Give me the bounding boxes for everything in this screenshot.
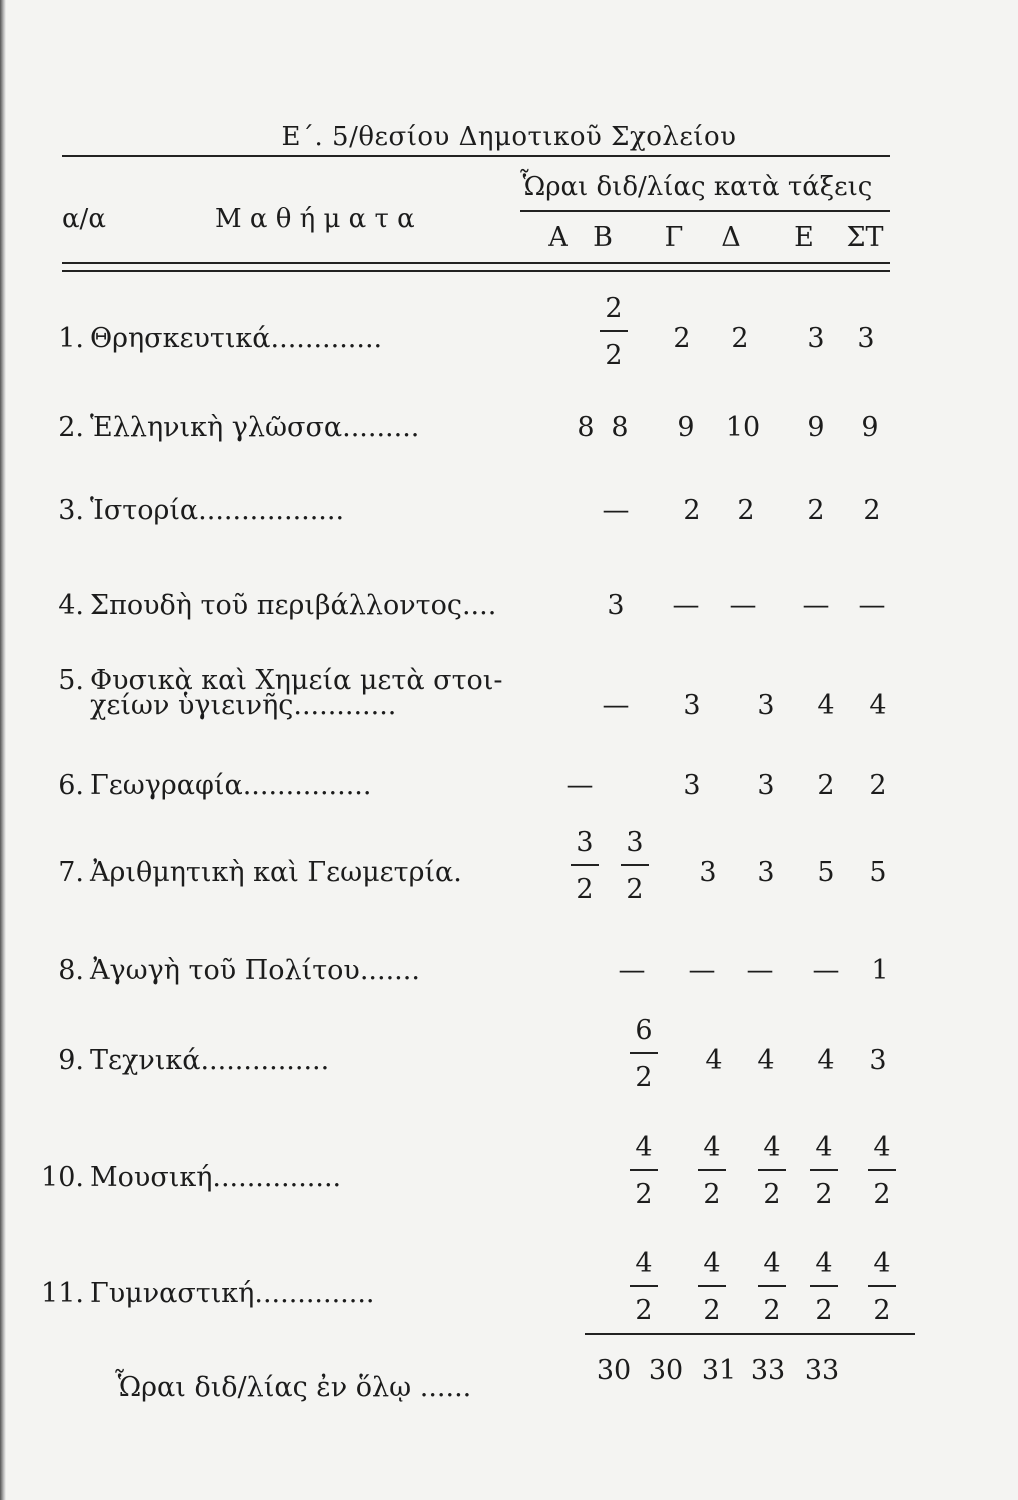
- denominator: 2: [873, 1178, 891, 1210]
- hours-cell: 2: [731, 323, 749, 354]
- leader-dots: .......: [359, 955, 420, 986]
- hours-cell: 2: [807, 495, 825, 526]
- numerator: 6: [635, 1015, 653, 1046]
- denominator: 2: [815, 1294, 833, 1326]
- row-label-2: [38, 412, 419, 443]
- numerator: 4: [703, 1132, 721, 1163]
- fraction-cell: [626, 1017, 662, 1091]
- header-bottom-rule: [62, 262, 890, 264]
- fraction-cell: [864, 1250, 900, 1324]
- row-label-8: [38, 955, 420, 986]
- row-label-10: [38, 1162, 341, 1193]
- fraction-cell: [754, 1250, 790, 1324]
- hours-cell: 3: [857, 323, 875, 354]
- hours-column-header: Ὧραι διδ/λίας κατὰ τάξεις: [520, 172, 873, 202]
- row-label-5-continued: [90, 690, 396, 721]
- fraction-bar: [868, 1285, 896, 1287]
- fraction-bar: [758, 1169, 786, 1171]
- fraction-bar: [621, 864, 649, 866]
- denominator: 2: [626, 873, 644, 905]
- numerator: 4: [873, 1132, 891, 1163]
- fraction-bar: [630, 1052, 658, 1054]
- row-number: 10.: [41, 1162, 84, 1193]
- grade-e-header: Ε: [794, 222, 814, 253]
- row-label-9: [38, 1045, 329, 1076]
- row-label-4: [38, 590, 496, 621]
- subjects-column-header: Μ α θ ή μ α τ α: [215, 204, 415, 234]
- fraction-bar: [571, 864, 599, 866]
- total-hours-cell: 31: [701, 1355, 737, 1386]
- fraction-cell: [626, 1250, 662, 1324]
- row-label-1: [38, 323, 382, 354]
- row-number: 11.: [41, 1278, 84, 1309]
- hours-cell: —: [566, 770, 594, 801]
- numerator: 4: [635, 1248, 653, 1279]
- hours-cell: —: [802, 590, 830, 621]
- hours-cell: 3: [757, 690, 775, 721]
- totals-label: [115, 1372, 471, 1403]
- totals-leader-dots: ......: [419, 1372, 472, 1403]
- fraction-cell: [806, 1134, 842, 1208]
- subject-name: Ἀγωγὴ τοῦ Πολίτου: [90, 955, 360, 986]
- leader-dots: ....: [461, 590, 497, 621]
- hours-cell: —: [688, 955, 716, 986]
- total-hours-cell: 33: [750, 1355, 786, 1386]
- hours-cell: —: [858, 590, 886, 621]
- totals-rule: [585, 1333, 915, 1335]
- grade-c-header: Γ: [664, 222, 684, 253]
- hours-cell: 4: [705, 1045, 723, 1076]
- row-number: 3.: [58, 495, 84, 526]
- hours-cell: 9: [677, 412, 695, 443]
- subject-name: Φυσικὰ καὶ Χημεία μετὰ στοι-: [90, 665, 503, 696]
- numerator: 4: [635, 1132, 653, 1163]
- fraction-cell: [626, 1134, 662, 1208]
- denominator: 2: [873, 1294, 891, 1326]
- fraction-cell: [567, 829, 603, 903]
- subject-name-continued: χείων ὑγιεινῆς: [90, 690, 294, 721]
- hours-cell: —: [746, 955, 774, 986]
- fraction-cell: [617, 829, 653, 903]
- grade-st-header: ΣΤ: [846, 222, 884, 253]
- hours-cell: —: [602, 495, 630, 526]
- row-number: 5.: [58, 665, 84, 696]
- hours-cell: 4: [869, 690, 887, 721]
- top-rule: [62, 155, 890, 157]
- hours-cell: 10: [725, 412, 761, 443]
- hours-cell: 2: [863, 495, 881, 526]
- hours-cell: 3: [683, 770, 701, 801]
- row-number: 7.: [58, 857, 84, 888]
- row-number: 8.: [58, 955, 84, 986]
- leader-dots: ...............: [242, 770, 372, 801]
- fraction-bar: [758, 1285, 786, 1287]
- page-title: Ε΄. 5/θεσίου Δημοτικοῦ Σχολείου: [281, 122, 737, 152]
- hours-subheader-rule: [520, 210, 890, 212]
- fraction-bar: [698, 1169, 726, 1171]
- hours-cell: 2: [869, 770, 887, 801]
- hours-cell: 3: [869, 1045, 887, 1076]
- leader-dots: ..............: [254, 1278, 375, 1309]
- hours-cell: 5: [869, 857, 887, 888]
- row-label-3: [38, 495, 344, 526]
- denominator: 2: [763, 1294, 781, 1326]
- row-number: 4.: [58, 590, 84, 621]
- fraction-bar: [868, 1169, 896, 1171]
- fraction-cell: [596, 295, 632, 369]
- leader-dots: ...............: [212, 1162, 342, 1193]
- leader-dots: .........: [342, 412, 420, 443]
- index-column-header: α/α: [62, 204, 106, 234]
- numerator: 4: [703, 1248, 721, 1279]
- leader-dots: .............: [270, 323, 383, 354]
- subject-name: Ἀριθμητικὴ καὶ Γεωμετρία: [90, 857, 454, 888]
- totals-label-text: Ὧραι διδ/λίας ἐν ὅλῳ: [115, 1372, 412, 1403]
- leader-dots: .: [453, 857, 462, 888]
- hours-cell: 4: [817, 1045, 835, 1076]
- hours-cell: —: [618, 955, 646, 986]
- hours-cell: 4: [817, 690, 835, 721]
- numerator: 3: [576, 827, 594, 858]
- grade-b-header: Β: [593, 222, 613, 253]
- denominator: 2: [635, 1294, 653, 1326]
- hours-cell: 4: [757, 1045, 775, 1076]
- hours-cell: 9: [861, 412, 879, 443]
- subject-name: Θρησκευτικά: [90, 323, 271, 354]
- numerator: 3: [626, 827, 644, 858]
- hours-cell: 2: [817, 770, 835, 801]
- subject-name: Σπουδὴ τοῦ περιβάλλοντος: [90, 590, 462, 621]
- row-label-11: [38, 1278, 375, 1309]
- fraction-cell: [754, 1134, 790, 1208]
- fraction-bar: [810, 1285, 838, 1287]
- denominator: 2: [763, 1178, 781, 1210]
- header-bottom-rule-2: [62, 270, 890, 272]
- hours-cell: 2: [673, 323, 691, 354]
- hours-cell: —: [729, 590, 757, 621]
- numerator: 4: [815, 1132, 833, 1163]
- fraction-cell: [864, 1134, 900, 1208]
- row-number: 6.: [58, 770, 84, 801]
- hours-cell: 3: [607, 590, 625, 621]
- fraction-bar: [600, 330, 628, 332]
- subject-name: Ἱστορία: [90, 495, 199, 526]
- hours-cell: 8: [611, 412, 629, 443]
- subject-name: Τεχνικά: [90, 1045, 201, 1076]
- hours-cell: 3: [683, 690, 701, 721]
- total-hours-cell: 30: [648, 1355, 684, 1386]
- fraction-cell: [694, 1134, 730, 1208]
- hours-cell: 3: [757, 857, 775, 888]
- row-number: 9.: [58, 1045, 84, 1076]
- hours-cell: —: [602, 690, 630, 721]
- leader-dots: .................: [198, 495, 345, 526]
- hours-cell: 5: [817, 857, 835, 888]
- subject-name: Γυμναστική: [90, 1278, 255, 1309]
- hours-cell: —: [812, 955, 840, 986]
- denominator: 2: [703, 1178, 721, 1210]
- subject-name: Γεωγραφία: [90, 770, 243, 801]
- hours-cell: 3: [807, 323, 825, 354]
- fraction-cell: [694, 1250, 730, 1324]
- hours-cell: 2: [737, 495, 755, 526]
- hours-cell: 8: [577, 412, 595, 443]
- row-number: 1.: [58, 323, 84, 354]
- denominator: 2: [635, 1178, 653, 1210]
- hours-cell: 2: [683, 495, 701, 526]
- subject-name: Ἑλληνικὴ γλῶσσα: [90, 412, 343, 443]
- hours-cell: 3: [699, 857, 717, 888]
- numerator: 2: [605, 293, 623, 324]
- denominator: 2: [815, 1178, 833, 1210]
- leader-dots: ...............: [200, 1045, 330, 1076]
- numerator: 4: [873, 1248, 891, 1279]
- subject-name: Μουσική: [90, 1162, 213, 1193]
- denominator: 2: [703, 1294, 721, 1326]
- row-label-6: [38, 770, 371, 801]
- hours-cell: 3: [757, 770, 775, 801]
- fraction-cell: [806, 1250, 842, 1324]
- denominator: 2: [635, 1061, 653, 1093]
- fraction-bar: [698, 1285, 726, 1287]
- denominator: 2: [605, 339, 623, 371]
- numerator: 4: [763, 1248, 781, 1279]
- fraction-bar: [630, 1285, 658, 1287]
- numerator: 4: [763, 1132, 781, 1163]
- hours-cell: —: [672, 590, 700, 621]
- page-edge-shadow: [0, 0, 6, 1500]
- denominator: 2: [576, 873, 594, 905]
- leader-dots: ............: [293, 690, 397, 721]
- fraction-bar: [630, 1169, 658, 1171]
- hours-cell: 9: [807, 412, 825, 443]
- numerator: 4: [815, 1248, 833, 1279]
- grade-a-header: Α: [548, 222, 568, 253]
- row-label-7: [38, 857, 462, 888]
- grade-d-header: Δ: [721, 222, 741, 253]
- row-number: 2.: [58, 412, 84, 443]
- total-hours-cell: 30: [596, 1355, 632, 1386]
- fraction-bar: [810, 1169, 838, 1171]
- total-hours-cell: 33: [804, 1355, 840, 1386]
- hours-cell: 1: [871, 955, 889, 986]
